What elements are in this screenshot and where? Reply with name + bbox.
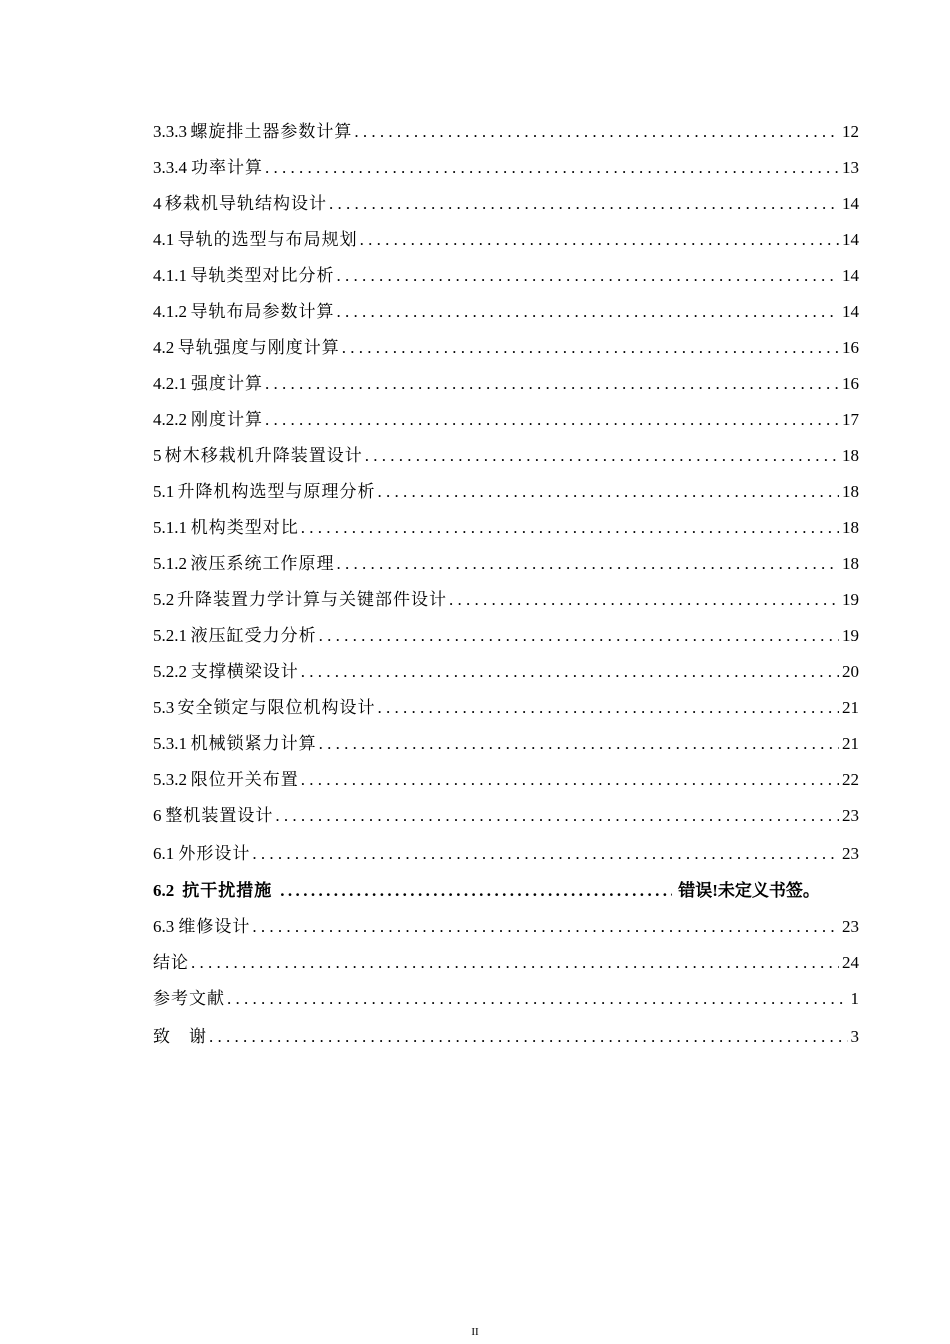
toc-entry-number: 5.1 (153, 482, 175, 501)
toc-entry-6-3[interactable] (153, 909, 859, 945)
toc-entry-title: 支撑横梁设计 (190, 662, 299, 681)
toc-dot-leader (265, 366, 839, 402)
toc-entry-title: 致 谢 (153, 1027, 207, 1046)
toc-dot-leader (319, 618, 839, 654)
toc-entry-page: 13 (842, 158, 859, 177)
toc-dot-leader (377, 474, 839, 510)
toc-entry-title: 导轨的选型与布局规划 (177, 230, 358, 249)
toc-entry-title: 升降机构选型与原理分析 (177, 482, 376, 501)
toc-dot-leader (319, 726, 839, 762)
toc-entry-title: 导轨强度与刚度计算 (177, 338, 340, 357)
toc-entry-number: 6.2 (153, 881, 175, 900)
toc-entry-4-1[interactable] (153, 222, 859, 258)
toc-entry-title: 机械锁紧力计算 (190, 734, 317, 753)
toc-entry-number: 5.1.1 (153, 518, 187, 537)
toc-entry-title: 整机装置设计 (165, 806, 274, 825)
toc-entry-5[interactable] (153, 438, 859, 474)
toc-entry-page: 19 (842, 626, 859, 645)
toc-entry-4-2[interactable] (153, 330, 859, 366)
toc-entry-title: 强度计算 (190, 374, 263, 393)
toc-entry-page: 24 (842, 953, 859, 972)
toc-entry-page: 16 (842, 338, 859, 357)
toc-dot-leader (336, 294, 839, 330)
toc-entry-number: 5.2 (153, 590, 175, 609)
toc-entry-3-3-4[interactable] (153, 150, 859, 186)
toc-entry-number: 4 (153, 194, 162, 213)
toc-entry-page: 21 (842, 734, 859, 753)
toc-entry-title: 功率计算 (190, 158, 263, 177)
toc-dot-leader (209, 1017, 848, 1056)
toc-entry-page: 18 (842, 446, 859, 465)
toc-dot-leader (449, 582, 839, 618)
toc-entry-conclusion[interactable] (153, 945, 859, 981)
toc-entry-number: 4.1.2 (153, 302, 187, 321)
toc-entry-title: 结论 (153, 953, 189, 972)
toc-entry-number: 6.3 (153, 917, 175, 936)
toc-entry-number: 5.1.2 (153, 554, 187, 573)
toc-entry-6[interactable] (153, 798, 859, 834)
toc-dot-leader (342, 330, 839, 366)
toc-entry-page: 19 (842, 590, 859, 609)
toc-entry-4[interactable] (153, 186, 859, 222)
toc-entry-5-3-1[interactable] (153, 726, 859, 762)
toc-entry-number: 3.3.3 (153, 122, 187, 141)
toc-dot-leader (227, 981, 848, 1017)
toc-entry-page: 18 (842, 554, 859, 573)
toc-entry-title: 液压系统工作原理 (190, 554, 335, 573)
toc-dot-leader (336, 546, 839, 582)
toc-dot-leader (265, 150, 839, 186)
toc-dot-leader (365, 438, 839, 474)
toc-entry-number: 4.2.2 (153, 410, 187, 429)
toc-entry-page: 23 (842, 806, 859, 825)
toc-entry-5-3[interactable] (153, 690, 859, 726)
toc-entry-references[interactable] (153, 981, 859, 1017)
toc-entry-6-1[interactable] (153, 834, 859, 873)
toc-entry-5-2-2[interactable] (153, 654, 859, 690)
toc-entry-page: 20 (842, 662, 859, 681)
page-number-footer: II (471, 1326, 479, 1338)
toc-entry-number: 6 (153, 806, 162, 825)
toc-entry-title: 移栽机导轨结构设计 (165, 194, 328, 213)
toc-entry-page: 17 (842, 410, 859, 429)
toc-entry-title: 液压缸受力分析 (190, 626, 317, 645)
toc-entry-page: 21 (842, 698, 859, 717)
toc-entry-5-1-2[interactable] (153, 546, 859, 582)
toc-entry-page: 18 (842, 482, 859, 501)
toc-entry-6-2[interactable] (153, 873, 859, 909)
toc-entry-title: 抗干扰措施 (182, 881, 273, 900)
toc-dot-leader (252, 834, 839, 873)
toc-entry-number: 5.2.1 (153, 626, 187, 645)
toc-entry-page: 12 (842, 122, 859, 141)
toc-entry-page: 16 (842, 374, 859, 393)
toc-entry-title: 螺旋排土器参数计算 (190, 122, 353, 141)
toc-entry-page: 23 (842, 917, 859, 936)
toc-entry-title: 树木移栽机升降装置设计 (164, 446, 363, 465)
toc-entry-5-1[interactable] (153, 474, 859, 510)
toc-entry-5-2[interactable] (153, 582, 859, 618)
toc-dot-leader (280, 873, 672, 909)
toc-entry-page: 23 (842, 844, 859, 863)
toc-entry-page: 18 (842, 518, 859, 537)
toc-entry-number: 5.3 (153, 698, 175, 717)
toc-entry-title: 参考文献 (153, 989, 225, 1008)
toc-entry-page: 1 (850, 989, 859, 1008)
toc-dot-leader (377, 690, 839, 726)
toc-entry-4-1-2[interactable] (153, 294, 859, 330)
table-of-contents (153, 114, 859, 1056)
toc-entry-number: 5.3.1 (153, 734, 187, 753)
toc-entry-title: 外形设计 (178, 844, 251, 863)
toc-entry-5-3-2[interactable] (153, 762, 859, 798)
toc-entry-title: 导轨布局参数计算 (190, 302, 335, 321)
toc-entry-number: 5.3.2 (153, 770, 187, 789)
toc-dot-leader (360, 222, 839, 258)
toc-entry-4-2-1[interactable] (153, 366, 859, 402)
toc-entry-title: 刚度计算 (190, 410, 263, 429)
toc-entry-5-2-1[interactable] (153, 618, 859, 654)
toc-entry-title: 限位开关布置 (190, 770, 299, 789)
toc-dot-leader (301, 510, 839, 546)
toc-entry-acknowledgements[interactable] (153, 1017, 859, 1056)
toc-entry-number: 4.2 (153, 338, 175, 357)
toc-entry-number: 4.1 (153, 230, 175, 249)
toc-entry-page-error: 错误!未定义书签。 (678, 881, 820, 900)
toc-entry-number: 4.2.1 (153, 374, 187, 393)
toc-entry-page: 14 (842, 266, 859, 285)
toc-dot-leader (329, 186, 839, 222)
toc-entry-page: 14 (842, 302, 859, 321)
toc-entry-5-1-1[interactable] (153, 510, 859, 546)
toc-entry-number: 5.2.2 (153, 662, 187, 681)
toc-entry-3-3-3[interactable] (153, 114, 859, 150)
toc-entry-number: 4.1.1 (153, 266, 187, 285)
toc-entry-title: 安全锁定与限位机构设计 (177, 698, 376, 717)
toc-dot-leader (336, 258, 839, 294)
toc-dot-leader (301, 762, 839, 798)
toc-entry-page: 14 (842, 230, 859, 249)
toc-entry-title: 升降装置力学计算与关键部件设计 (176, 590, 447, 609)
toc-entry-page: 14 (842, 194, 859, 213)
toc-entry-title: 维修设计 (178, 917, 251, 936)
toc-dot-leader (275, 798, 839, 834)
toc-entry-4-2-2[interactable] (153, 402, 859, 438)
toc-entry-number: 5 (153, 446, 162, 465)
toc-dot-leader (354, 114, 839, 150)
toc-entry-number: 6.1 (153, 844, 175, 863)
toc-dot-leader (265, 402, 839, 438)
toc-entry-number: 3.3.4 (153, 158, 187, 177)
toc-entry-title: 导轨类型对比分析 (190, 266, 335, 285)
toc-dot-leader (191, 945, 839, 981)
toc-entry-4-1-1[interactable] (153, 258, 859, 294)
toc-entry-title: 机构类型对比 (190, 518, 299, 537)
toc-entry-page: 3 (850, 1027, 859, 1046)
toc-entry-page: 22 (842, 770, 859, 789)
toc-dot-leader (252, 909, 839, 945)
toc-dot-leader (301, 654, 839, 690)
